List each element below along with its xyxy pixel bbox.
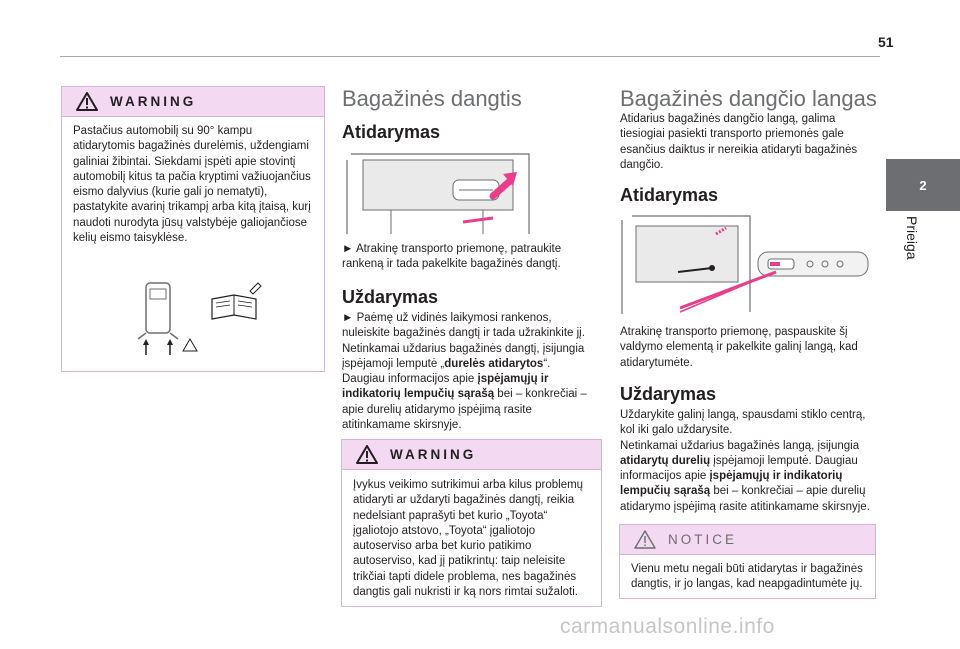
notice-label: NOTICE (668, 532, 738, 547)
right-open-heading: Atidarymas (620, 185, 719, 205)
chapter-tab[interactable]: 2 (886, 159, 960, 211)
middle-close-info: Netinkamai uždarius bagažinės dangtį, įsijungia įspėjamoji lemputė „durelės atidarytos“. Daugiau informacijos apie įspėjamųjų ir indikatorių lempučių sąrašą bei – konkrečiai – apie durelių atidarymo įspėjimą rasite atitinkamame skirsnyje. (342, 342, 587, 432)
warning-label: WARNING (110, 94, 197, 109)
left-warning-header (62, 87, 324, 117)
warning-triangle-icon (76, 92, 98, 111)
middle-warning-header (342, 440, 601, 470)
right-title: Bagažinės dangčio langas (620, 86, 877, 111)
middle-warning-box (341, 439, 602, 607)
chapter-name: Prieiga (904, 216, 920, 260)
right-close-text (620, 408, 878, 515)
right-notice-box (619, 524, 876, 599)
right-notice-text: Vienu metu negali būti atidarytas ir bagažinės dangtis, ir jo langas, kad neapgadintumėte jų. (631, 563, 863, 591)
middle-open-text: ► Atrakinę transporto priemonę, patraukite rankeną ir tada pakelkite bagažinės dangtį. (342, 243, 562, 271)
van-top-view-icon (138, 283, 197, 355)
middle-open-heading: Atidarymas (342, 122, 441, 142)
middle-title: Bagažinės dangtis (342, 86, 522, 111)
middle-close-text (342, 311, 594, 433)
warning-lamps-link: įspėjamųjų ir indikatorių lempučių sąrašą (342, 373, 549, 401)
middle-warning-text: Įvykus veikimo sutrikimui arba kilus problemų atidaryti ar uždaryti bagažinės dangtį, reikia nedelsiant paprašyti bet kurio „Toyota“ įgaliotojo atstovo, „Toyota“ įgaliotojo autoserviso arba bet kurio patikimo autoserviso, kad jį patikrintų: taip neleisite trikčiai tapti didele problema, nes bagažinės dangtis gali nukristi ir ką nors rimtai sužaloti. (353, 479, 584, 599)
door-open-warning-term: durelės atidarytos (444, 357, 544, 370)
right-close-info: Netinkamai uždarius bagažinės langą, įsijungia atidarytų durelių įspėjamoji lemputė. Daugiau informacijos apie įspėjamųjų ir indikatorių lempučių sąrašą bei – konkrečiai – apie durelių atidarymo įspėjimą rasite atitinkamame skirsnyje. (620, 439, 870, 513)
rear-window-illustration (620, 212, 875, 316)
middle-close-heading: Uždarymas (342, 287, 439, 307)
warning-illustration (134, 277, 264, 357)
top-rule (60, 56, 880, 57)
middle-close-step: ► Paėmę už vidinės laikymosi rankenos, nuleiskite bagažinės dangtį ir tada užrakinkite jį. (342, 312, 585, 340)
open-doors-term: atidarytų durelių (620, 454, 711, 467)
left-warning-text: Pastačius automobilį su 90° kampu atidarytomis bagažinės durelėmis, uždengiami galiniai žibintai. Siekdami įspėti apie stovintį automobilį kitus ta pačia kryptimi važiuojančius eismo dalyvius (kurie gali jo nematyti), pastatykite avarinį trikampį arba kitą įtaisą, kurį naudoti nurodyta jūsų valstybėje galiojančiose kelių eismo taisyklėse. (73, 125, 311, 245)
left-warning-box (61, 86, 325, 372)
page-number: 51 (878, 34, 894, 50)
right-open-text: Atrakinę transporto priemonę, paspauskite šį valdymo elementą ir pakelkite galinį langą, kad atidarytumėte. (620, 326, 858, 369)
warning-triangle-icon (356, 445, 378, 464)
right-intro: Atidarius bagažinės dangčio langą, galima tiesiogiai pasiekti transporto priemonės gale esančius daiktus ir nereikia atidaryti bagažinės dangčio. (620, 113, 858, 171)
warning-label: WARNING (390, 447, 477, 462)
watermark: carmanualsonline.info (560, 615, 775, 638)
right-close-step: Uždarykite galinį langą, spausdami stiklo centrą, kol iki galo uždarysite. (620, 409, 866, 437)
warning-lamps-link: įspėjamųjų ir indikatorių lempučių sąrašą (620, 470, 843, 498)
book-icon (212, 283, 261, 319)
right-close-heading: Uždarymas (620, 384, 717, 404)
tailgate-illustration (343, 150, 533, 238)
notice-triangle-icon (634, 530, 656, 549)
right-notice-header (620, 525, 875, 555)
